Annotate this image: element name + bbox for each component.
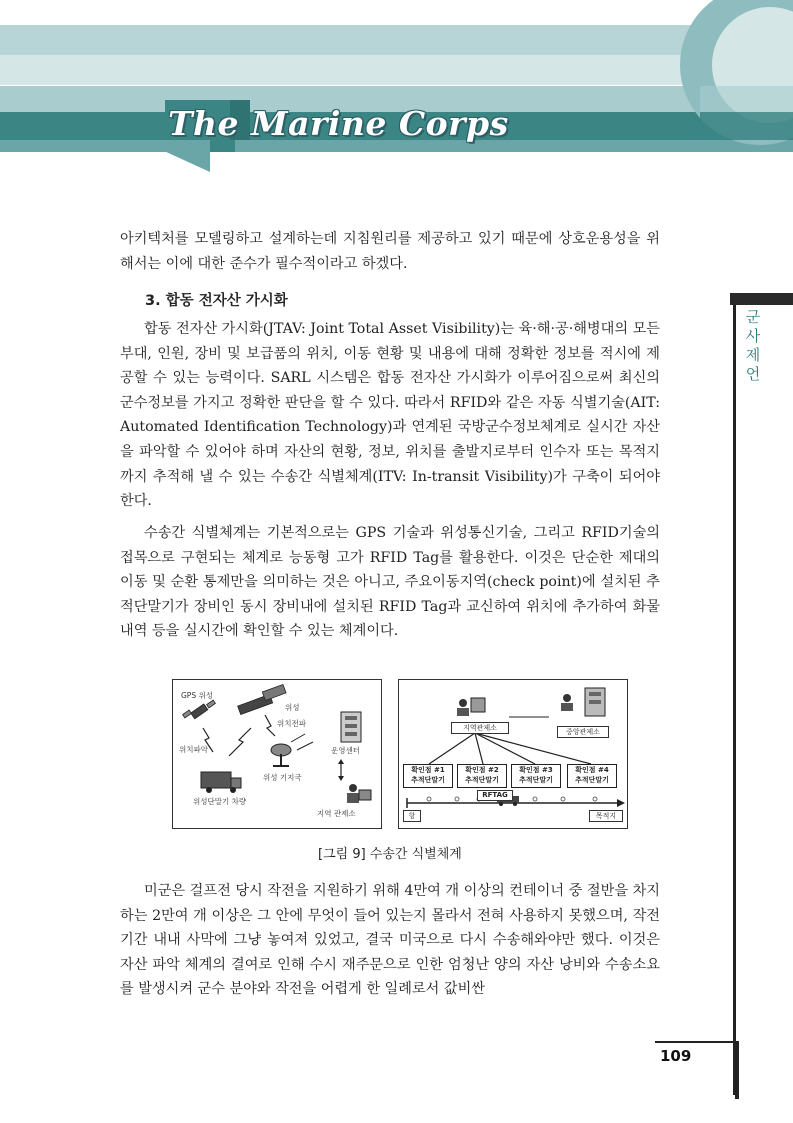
page-header [0, 0, 793, 175]
label-satellite: 위성 [285, 703, 300, 712]
label-vehicle: 위성단말기 차량 [193, 797, 247, 806]
checkpoint-network-diagram [399, 680, 627, 828]
tab-char: 군 [745, 308, 761, 326]
paragraph-2: 합동 전자산 가시화(JTAV: Joint Total Asset Visibility)는 육·해·공·해병대의 모든 부대, 인원, 장비 및 보급품의 위치, 이동 현황 및 내용에 대해 정확한 정보를 적시에 제공할 수 있는 능력이다. SARL 시스템은 합동 전자산 가시화가 이루어짐으로써 최신의 군수정보를 가지고 정확한 판단을 할 수 있다. 따라서 RFID와 같은 자동 식별기술(AIT: Automated Identification Technology)과 연계된 국방군수정보체계로 실시간 자산을 파악할 수 있어야 하며 자산의 현황, 정보, 위치를 출발지로부터 인수자 또는 목적지까지 추적해 낼 수 있는 수송간 식별체계(ITV: In-transit Visibility)가 구축이 되어야 한다. [120, 321, 660, 510]
section-tab-label [744, 308, 762, 384]
logo-word-the: The [168, 104, 240, 143]
side-tab-bar [730, 293, 793, 305]
checkpoint-subtitle: 추적단말기 [575, 776, 609, 784]
regional-operator-icon [457, 698, 485, 716]
figure-caption: [그림 9] 수송간 식별체계 [318, 847, 462, 862]
figure-right-panel [398, 679, 628, 829]
checkpoint-subtitle: 추적단말기 [465, 776, 499, 784]
page-number: 109 [660, 1047, 692, 1065]
regional-control-operator-icon [347, 784, 371, 803]
page-number-rule [655, 1041, 739, 1043]
side-vertical-rule [733, 305, 736, 1095]
logo-word-corps: Corps [398, 104, 509, 143]
page-number-vertical-bar [735, 1041, 739, 1099]
ground-station-dish-icon [271, 744, 291, 766]
box-central-control: 중앙관제소 [557, 726, 609, 738]
tab-char: 제 [745, 346, 761, 364]
gps-satellite-icon [191, 704, 208, 719]
tab-char: 언 [745, 365, 761, 383]
label-gps-satellite: GPS 위성 [181, 691, 213, 700]
paragraph-3: 수송간 식별체계는 기본적으로는 GPS 기술과 위성통신기술, 그리고 RFID기술의 접목으로 구현되는 체계로 능동형 고가 RFID Tag를 활용한다. 이것은 단순한 제대의 이동 및 순환 통제만을 의미하는 것은 아니고, 주요이동지역(check point)에 설치된 추적단말기가 장비인 동시 장비내에 설치된 RFID Tag과 교신하여 위치에 추가하여 화물내역 등을 실시간에 확인할 수 있는 체계이다. [120, 525, 660, 640]
checkpoint-box-3 [511, 764, 561, 788]
checkpoint-title: 확인점 #4 [575, 766, 609, 774]
checkpoint-title: 확인점 #1 [411, 766, 445, 774]
header-banner-graphic [0, 0, 793, 175]
label-satellite-wave: 위치전파 [277, 719, 306, 728]
label-position-wave: 위치파악 [179, 745, 208, 754]
section-title: 3. 합동 전자산 가시화 [145, 293, 288, 309]
origin-label: 항 [403, 810, 421, 822]
checkpoint-title: 확인점 #2 [465, 766, 499, 774]
checkpoint-subtitle: 추적단말기 [411, 776, 445, 784]
tab-char: 사 [745, 327, 761, 345]
checkpoint-box-1 [403, 764, 453, 788]
checkpoint-title: 확인점 #3 [519, 766, 553, 774]
paragraph-4: 미군은 걸프전 당시 작전을 지원하기 위해 4만여 개 이상의 컨테이너 중 절반을 차지하는 2만여 개 이상은 그 안에 무엇이 들어 있는지 몰라서 전혀 사용하지 못했으며, 작전 기간 내내 사막에 그냥 놓여져 있었고, 결국 미국으로 다시 수송해와야만 했다. 이것은 자산 파악 체계의 결여로 인해 수시 재주문으로 인한 엄청난 양의 자산 낭비와 수송소요를 발생시켜 군수 분야와 작전을 어렵게 한 일례로서 값비싼 [120, 883, 660, 998]
checkpoint-box-4 [567, 764, 617, 788]
magazine-logo [168, 104, 509, 143]
checkpoint-box-2 [457, 764, 507, 788]
figure-left-panel [172, 679, 382, 829]
label-ops-center: 운영센터 [331, 746, 360, 755]
box-regional-control: 지역관제소 [451, 722, 509, 734]
logo-word-marine: Marine [251, 104, 387, 143]
checkpoint-subtitle: 추적단말기 [519, 776, 553, 784]
rftag-label: RFTAG [477, 790, 513, 801]
paragraph-1: 아키텍처를 모델링하고 설계하는데 지침원리를 제공하고 있기 때문에 상호운용성을 위해서는 이에 대한 준수가 필수적이라고 하겠다. [120, 231, 660, 272]
label-ground-station: 위성 기지국 [263, 773, 302, 782]
label-regional-control: 지역 관제소 [317, 809, 356, 818]
operations-center-rack-icon [341, 712, 361, 742]
destination-label: 목적지 [589, 810, 623, 822]
central-operator-icon [561, 688, 605, 716]
vehicle-truck-icon [201, 772, 241, 793]
